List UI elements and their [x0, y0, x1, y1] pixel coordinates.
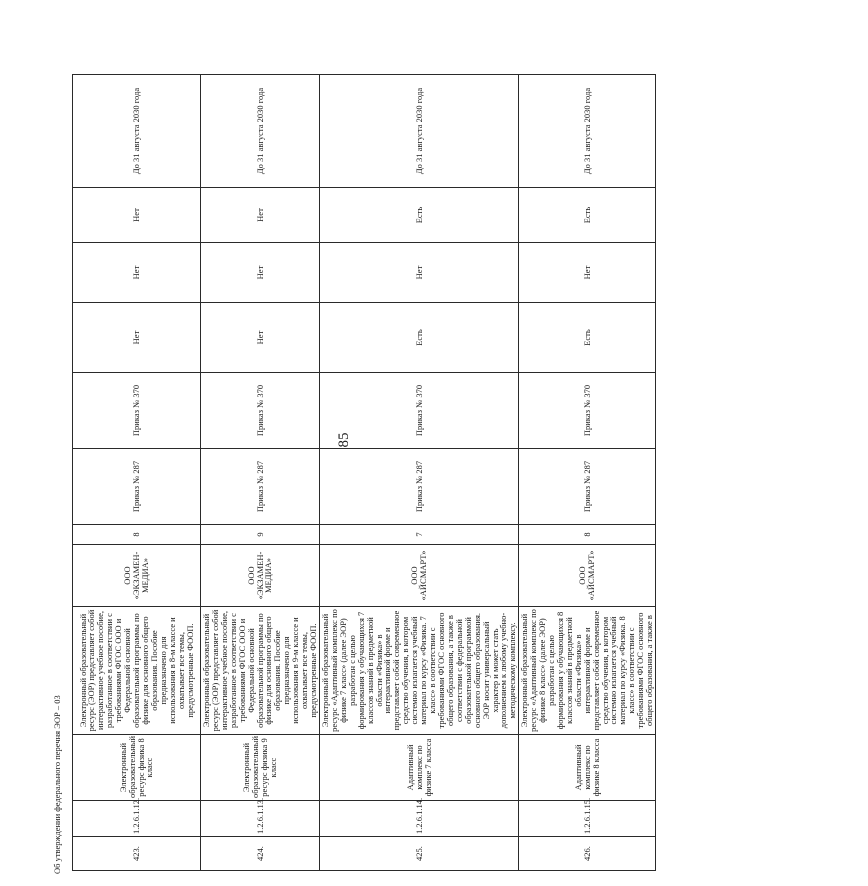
- footer-note: Об утверждении федерального перечня ЭОР – 03: [52, 695, 62, 874]
- publisher: ООО «АЙСМАРТ»: [519, 545, 656, 607]
- table-row: [73, 75, 201, 871]
- resource-name: Адаптивный комплекс по физике 7 класса: [319, 735, 518, 801]
- resource-description: Электронный образовательный ресурс «Адаптивный комплекс по физике 7 класс» (далее ЭОР) разработан с целью формирования у обучающихся 7 классов знаний в предметной области «Физика» в интерактивной форме и представляет собой современное средство обучения, в котором системно излагается учебный материал по курсу «Физика. 7 класс» в соответствии с требованиями ФГОС основного общего образования, а также в соответствии с федеральной образовательной программой основного общего образования. ЭОР носит универсальный характер и может стать дополнением к любому учебно-методическому комплексу.: [319, 607, 518, 735]
- deadline: До 31 августа 2030 года: [519, 75, 656, 188]
- criterion-2: Нет: [319, 243, 518, 303]
- resource-description: Электронный образовательный ресурс «Адаптивный комплекс по физике 8 класс» (далее ЭОР) разработан с целью формирования у обучающихся 8 классов знаний в предметной области «Физика» в интерактивной форме и представляет собой современное средство обучения, в котором системно излагается учебный материал по курсу «Физика. 8 класс» в соответствии с требованиями ФГОС основного общего образования, а также в: [519, 607, 656, 735]
- grade: 7: [319, 525, 518, 545]
- grade: 8: [73, 525, 201, 545]
- table-row: [519, 75, 656, 871]
- criterion-2: Нет: [73, 243, 201, 303]
- criterion-3: Нет: [201, 188, 320, 243]
- publisher: ООО «ЭКЗАМЕН-МЕДИА»: [201, 545, 320, 607]
- resource-description: Электронный образовательный ресурс (ЭОР) представляет собой интерактивное учебное пособие, разработанное в соответствии с требованиями ФГОС ООО и Федеральной основной образовательной программы по физике для основного общего образования. Пособие предназначено для использования в 9-м классе и охватывает все темы, предусмотренные ФООП.: [201, 607, 320, 735]
- table-row: [319, 75, 518, 871]
- publisher: ООО «ЭКЗАМЕН-МЕДИА»: [73, 545, 201, 607]
- order-287: Приказ № 287: [201, 449, 320, 525]
- order-370: Приказ № 370: [319, 373, 518, 449]
- row-code: 1.2.6.1.12.: [73, 801, 201, 837]
- resource-name: Электронный образовательный ресурс физика 9 класс: [201, 735, 320, 801]
- rotated-table-wrapper: [72, 75, 868, 861]
- rotated-table-inner: [72, 75, 655, 871]
- deadline: До 31 августа 2030 года: [73, 75, 201, 188]
- deadline: До 31 августа 2030 года: [201, 75, 320, 188]
- order-370: Приказ № 370: [73, 373, 201, 449]
- row-code: 1.2.6.1.14.: [319, 801, 518, 837]
- order-370: Приказ № 370: [201, 373, 320, 449]
- row-number: 425.: [319, 837, 518, 871]
- deadline: До 31 августа 2030 года: [319, 75, 518, 188]
- resource-name: Электронный образовательный ресурс физика 8 класс: [73, 735, 201, 801]
- criterion-3: Есть: [319, 188, 518, 243]
- grade: 8: [519, 525, 656, 545]
- page-number: 85: [336, 432, 352, 448]
- eor-registry-table: [72, 74, 656, 871]
- criterion-3: Есть: [519, 188, 656, 243]
- criterion-1: Есть: [519, 303, 656, 373]
- criterion-2: Нет: [201, 243, 320, 303]
- criterion-3: Нет: [73, 188, 201, 243]
- publisher: ООО «АЙСМАРТ»: [319, 545, 518, 607]
- order-287: Приказ № 287: [73, 449, 201, 525]
- table-body: [73, 75, 656, 871]
- table-row: [201, 75, 320, 871]
- resource-name: Адаптивный комплекс по физике 8 класса: [519, 735, 656, 801]
- row-code: 1.2.6.1.15.: [519, 801, 656, 837]
- row-number: 424.: [201, 837, 320, 871]
- criterion-2: Нет: [519, 243, 656, 303]
- row-number: 423.: [73, 837, 201, 871]
- grade: 9: [201, 525, 320, 545]
- row-number: 426.: [519, 837, 656, 871]
- resource-description: Электронный образовательный ресурс (ЭОР) представляет собой интерактивное учебное пособие, разработанное в соответствии с требованиями ФГОС ООО и Федеральной основной образовательной программы по физике для основного общего образования. Пособие предназначено для использования в 8-м классе и охватывает все темы, предусмотренные ФООП.: [73, 607, 201, 735]
- order-287: Приказ № 287: [519, 449, 656, 525]
- order-370: Приказ № 370: [519, 373, 656, 449]
- criterion-1: Нет: [73, 303, 201, 373]
- row-code: 1.2.6.1.13.: [201, 801, 320, 837]
- criterion-1: Нет: [201, 303, 320, 373]
- criterion-1: Есть: [319, 303, 518, 373]
- order-287: Приказ № 287: [319, 449, 518, 525]
